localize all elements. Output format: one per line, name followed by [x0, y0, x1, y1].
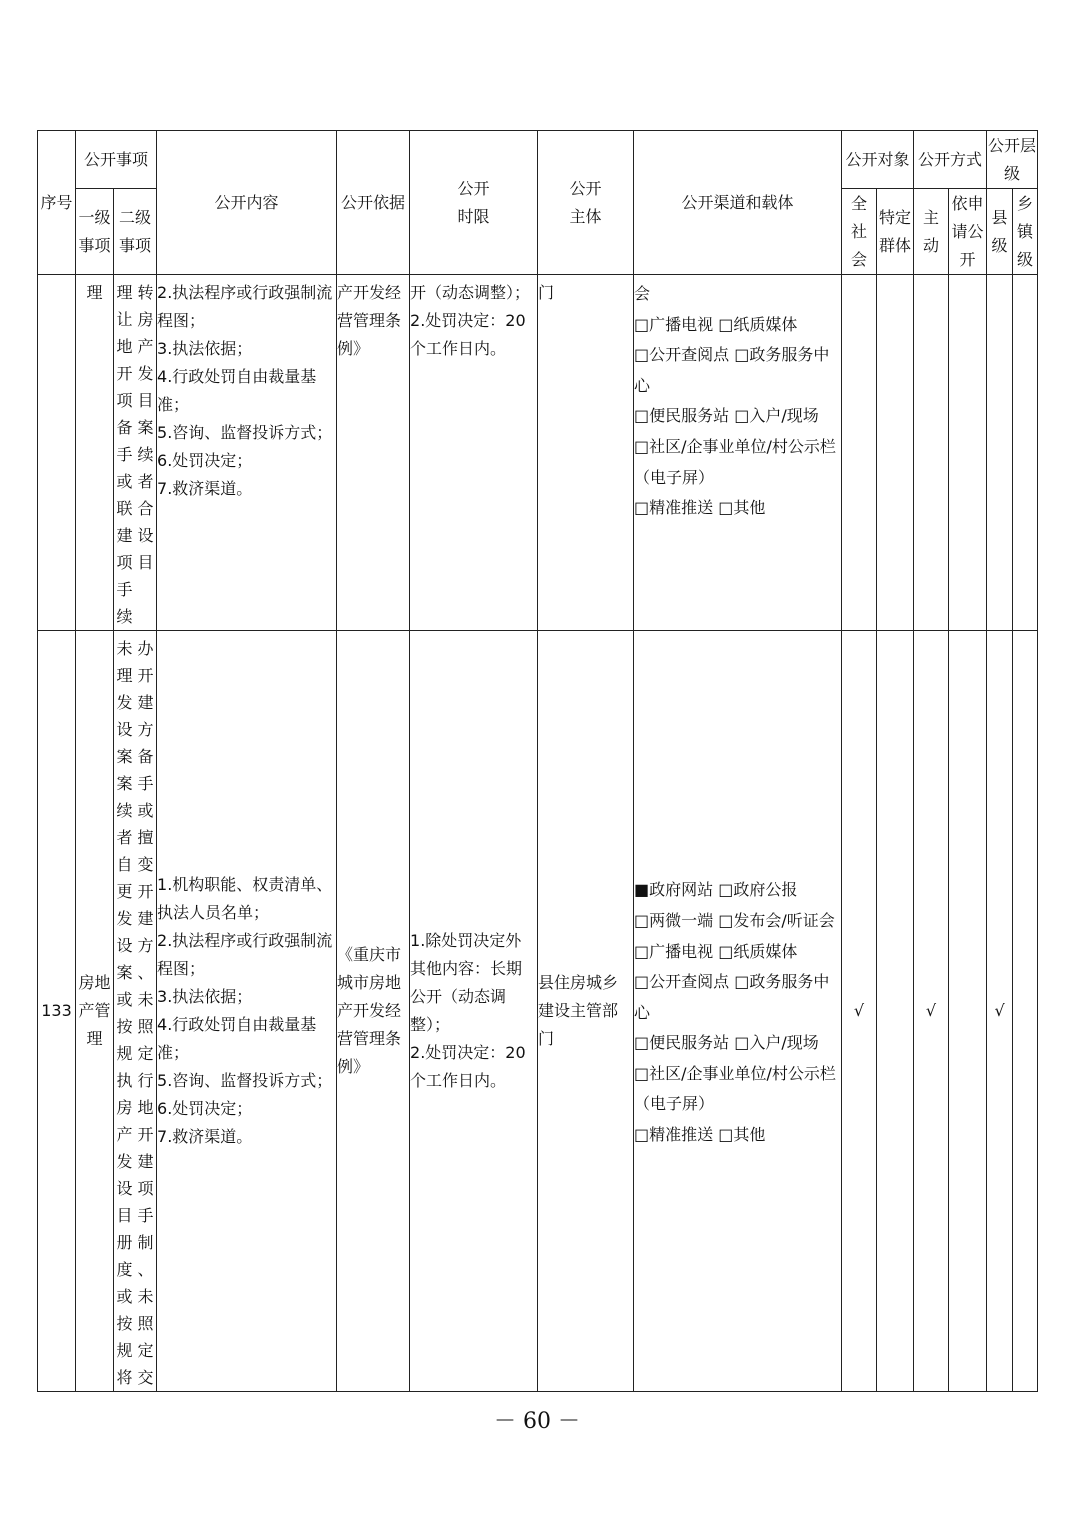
level2-char: 项 [137, 1179, 154, 1198]
level2-char: 者 [116, 828, 133, 847]
row-level1: 理 [76, 275, 114, 631]
header-char: 级 [991, 235, 1008, 255]
level2-char: 转 [137, 283, 154, 302]
header-item-group: 公开事项 [76, 131, 157, 189]
header-char: 乡 [1017, 193, 1034, 213]
level2-char: 或 [137, 801, 154, 820]
row-channel: 会 □广播电视 □纸质媒体 □公开查阅点 □政务服务中心 □便民服务站 □入户/现场 □社区/企事业单位/村公示栏（电子屏） □精准推送 □其他 [634, 275, 842, 631]
level2-char: 发 [116, 693, 133, 712]
header-level-town [1013, 189, 1038, 275]
level2-char: 房 [137, 310, 154, 329]
page-number: － 60 － [494, 1409, 580, 1434]
level2-char: 发 [137, 364, 154, 383]
header-method-active [914, 189, 949, 275]
level2-char: 建 [137, 1152, 154, 1171]
row-target-specific [877, 631, 914, 1392]
level2-char: 开 [137, 666, 154, 685]
level2-char: 建 [137, 909, 154, 928]
header-char: 级 [1017, 249, 1034, 269]
level2-char: 执 [116, 1071, 133, 1090]
row-basis: 产开发经营管理条例》 [337, 275, 410, 631]
row-channel: ■政府网站 □政府公报 □两微一端 □发布会/听证会 □广播电视 □纸质媒体 □公开查阅点 □政务服务中心 □便民服务站 □入户/现场 □社区/企事业单位/村公示栏（电子屏） □精准推送 □其他 [634, 631, 842, 1392]
level2-char: 将 [116, 1368, 133, 1387]
level2-char: 制 [137, 1233, 154, 1252]
row-subject: 县住房城乡建设主管部门 [538, 631, 634, 1392]
level2-char: 设 [116, 936, 133, 955]
level2-char: 、 [137, 963, 154, 982]
header-char: 会 [851, 249, 868, 269]
level2-char: 手 [137, 774, 154, 793]
row-time-limit: 开（动态调整）； 2.处罚决定：20个工作日内。 [410, 275, 538, 631]
row-subject: 门 [538, 275, 634, 631]
level2-char: 产 [137, 337, 154, 356]
row-method-apply [949, 631, 987, 1392]
level2-char: 续 [116, 801, 133, 820]
level2-char: 规 [116, 1341, 133, 1360]
header-seq: 序号 [38, 131, 76, 275]
level2-char: 手续 [116, 580, 133, 626]
level2-char: 者 [137, 472, 154, 491]
row-method-apply [949, 275, 987, 631]
level2-char: 发 [116, 909, 133, 928]
header-char: 全 [851, 193, 868, 213]
level2-char: 擅 [137, 828, 154, 847]
level2-col-b [135, 279, 156, 630]
level2-char: 办 [137, 639, 154, 658]
row-method-active: √ [914, 631, 949, 1392]
level2-char: 定 [137, 1044, 154, 1063]
row-seq: 133 [38, 631, 76, 1392]
level2-char: 更 [116, 882, 133, 901]
level2-char: 手 [116, 445, 133, 464]
header-time-limit: 公开 时限 [410, 131, 538, 275]
level2-char: 合 [137, 499, 154, 518]
level2-char: 开 [137, 1125, 154, 1144]
level2-char: 项 [116, 391, 133, 410]
disclosure-table [37, 130, 1037, 1387]
level2-char: 地 [137, 1098, 154, 1117]
level2-char: 地 [116, 337, 133, 356]
level2-char: 续 [137, 445, 154, 464]
row-level2 [114, 275, 157, 631]
level2-col-b [135, 635, 156, 1391]
level2-char: 方 [137, 720, 154, 739]
row-target-specific [877, 275, 914, 631]
row-seq [38, 275, 76, 631]
level2-char: 按 [116, 1314, 133, 1333]
table-row [38, 631, 1038, 1392]
level2-char: 产 [116, 1125, 133, 1144]
level2-char: 目 [137, 553, 154, 572]
level2-char: 案 [116, 774, 133, 793]
level2-char: 或 [116, 1287, 133, 1306]
level2-char: 理 [116, 283, 133, 302]
level2-col-a [114, 279, 135, 630]
row-level1: 房地 产管 理 [76, 631, 114, 1392]
row-target-all [842, 275, 877, 631]
level2-char: 方 [137, 936, 154, 955]
row-content: 1.机构职能、权责清单、执法人员名单； 2.执法程序或行政强制流程图； 3.执法依据； 4.行政处罚自由裁量基准； 5.咨询、监督投诉方式； 6.处罚决定； 7.救济渠道。 [157, 631, 337, 1392]
level2-char: 按 [116, 1017, 133, 1036]
level2-char: 度 [116, 1260, 133, 1279]
level2-char: 未 [137, 990, 154, 1009]
row-basis: 《重庆市城市房地产开发经营管理条例》 [337, 631, 410, 1392]
level2-char: 目 [116, 1206, 133, 1225]
header-basis: 公开依据 [337, 131, 410, 275]
header-content: 公开内容 [157, 131, 337, 275]
level2-char: 案 [116, 747, 133, 766]
level2-char: 设 [116, 720, 133, 739]
level2-char: 定 [137, 1341, 154, 1360]
header-char: 社 [851, 221, 868, 241]
level2-char: 未 [137, 1287, 154, 1306]
row-method-active [914, 275, 949, 631]
header-channel: 公开渠道和载体 [634, 131, 842, 275]
level2-char: 房 [116, 1098, 133, 1117]
level2-char: 建 [137, 693, 154, 712]
level2-char: 、 [137, 1260, 154, 1279]
header-char: 动 [923, 235, 940, 255]
row-level-county: √ [987, 631, 1013, 1392]
row-level-county [987, 275, 1013, 631]
header-level-group: 公开层 级 [987, 131, 1038, 189]
row-time-limit: 1.除处罚决定外其他内容：长期公开（动态调整）； 2.处罚决定：20个工作日内。 [410, 631, 538, 1392]
level2-char: 交 [137, 1368, 154, 1387]
header-char: 镇 [1017, 221, 1034, 241]
row-content: 2.执法程序或行政强制流程图； 3.执法依据； 4.行政处罚自由裁量基准； 5.咨询、监督投诉方式； 6.处罚决定； 7.救济渠道。 [157, 275, 337, 631]
level2-char: 设 [137, 526, 154, 545]
header-method-apply: 依申 请公 开 [949, 189, 987, 275]
header-target-all [842, 189, 877, 275]
header-method-group: 公开方式 [914, 131, 987, 189]
level2-char: 或 [116, 990, 133, 1009]
level2-char: 照 [137, 1017, 154, 1036]
level2-char: 备 [137, 747, 154, 766]
level2-char: 变 [137, 855, 154, 874]
header-level2: 二级 事项 [114, 189, 157, 275]
level2-char: 照 [137, 1314, 154, 1333]
header-target-specific: 特定 群体 [877, 189, 914, 275]
level2-col-a [114, 635, 135, 1391]
header-subject: 公开 主体 [538, 131, 634, 275]
header-level1: 一级 事项 [76, 189, 114, 275]
level2-char: 理 [116, 666, 133, 685]
level2-char: 设 [116, 1179, 133, 1198]
row-level2 [114, 631, 157, 1392]
level2-char: 目 [137, 391, 154, 410]
level2-char: 自 [116, 855, 133, 874]
level2-char: 项 [116, 553, 133, 572]
header-char: 县 [991, 207, 1008, 227]
row-level-town [1013, 275, 1038, 631]
level2-char: 手 [137, 1206, 154, 1225]
level2-char: 让 [116, 310, 133, 329]
level2-char: 建 [116, 526, 133, 545]
level2-char: 联 [116, 499, 133, 518]
level2-char: 或 [116, 472, 133, 491]
level2-char: 开 [116, 364, 133, 383]
level2-char: 开 [137, 882, 154, 901]
header-level-county [987, 189, 1013, 275]
level2-char: 册 [116, 1233, 133, 1252]
level2-char: 案 [137, 418, 154, 437]
level2-char: 未 [116, 639, 133, 658]
header-char: 主 [923, 207, 940, 227]
table-row [38, 275, 1038, 631]
level2-char: 发 [116, 1152, 133, 1171]
row-target-all: √ [842, 631, 877, 1392]
header-target-group: 公开对象 [842, 131, 914, 189]
level2-char: 规 [116, 1044, 133, 1063]
level2-char: 行 [137, 1071, 154, 1090]
level2-char: 备 [116, 418, 133, 437]
level2-char: 案 [116, 963, 133, 982]
row-level-town [1013, 631, 1038, 1392]
